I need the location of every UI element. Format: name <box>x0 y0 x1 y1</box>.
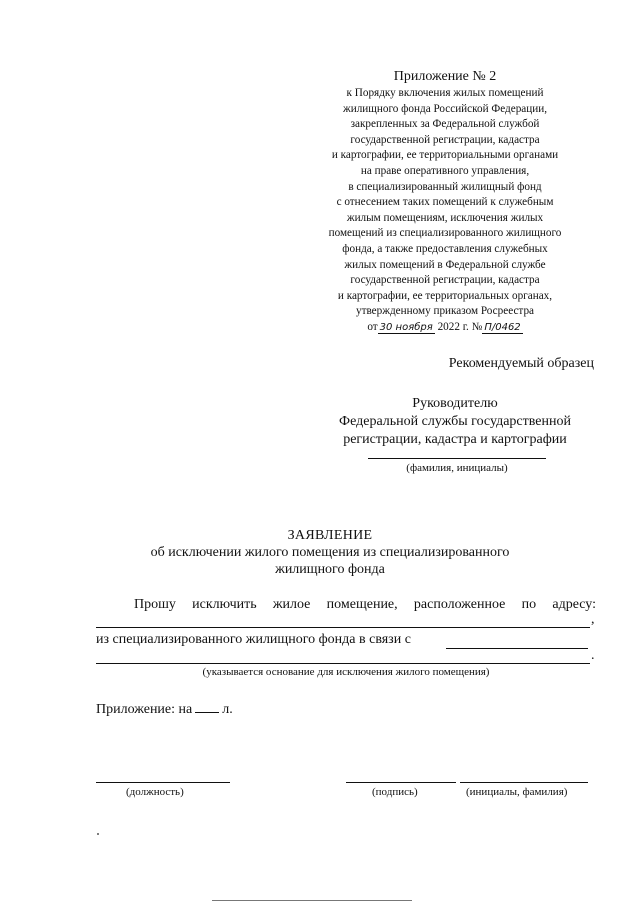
annex-date-line <box>300 320 590 336</box>
annex-line: помещений из специализированного жилищного <box>328 227 562 240</box>
addressee-line: Руководителю <box>412 396 498 411</box>
scan-speck <box>97 833 99 835</box>
annex-line: к Порядку включения жилых помещений <box>346 87 544 99</box>
request-paragraph: Прошу исключить жилое помещение, расположенное по адресу: <box>134 597 596 612</box>
name-caption: (фамилия, инициалы) <box>406 462 508 474</box>
reason-fill-line <box>96 663 590 664</box>
subtitle-line: об исключении жилого помещения из специализированного <box>150 545 510 560</box>
title-line: ЗАЯВЛЕНИЕ <box>287 528 373 543</box>
annex-line: жилищного фонда Российской Федерации, <box>342 102 548 115</box>
annex-line: на праве оперативного управления, <box>360 164 530 177</box>
year-text: 2022 г. № <box>437 320 483 333</box>
name-fill-line <box>368 458 546 459</box>
subtitle-line: жилищного фонда <box>275 562 385 577</box>
address-fill-line <box>96 627 590 628</box>
scan-edge-line <box>212 900 412 901</box>
annex-line: жилым помещениям, исключения жилых <box>346 211 544 224</box>
annex-line: государственной регистрации, кадастра <box>350 133 540 146</box>
annex-block <box>300 68 590 336</box>
date-prefix: от <box>367 320 378 333</box>
fullname-fill-line <box>460 782 588 783</box>
appendix-prefix: Приложение: на <box>96 702 193 717</box>
addressee-block <box>310 395 600 449</box>
position-caption: (должность) <box>126 786 184 798</box>
reason-caption: (указывается основание для исключения жилого помещения) <box>202 666 490 678</box>
addressee-line: Федеральной службы государственной <box>339 414 571 429</box>
document-title <box>150 527 510 578</box>
reason-fill-line-short <box>446 648 588 649</box>
handwritten-order-number: П/0462 <box>484 321 521 333</box>
reason-period: . <box>591 648 595 663</box>
signature-caption: (подпись) <box>372 786 418 798</box>
annex-line: жилых помещений в Федеральной службе <box>344 258 546 271</box>
appendix-line <box>96 700 233 718</box>
appendix-suffix: л. <box>222 702 233 717</box>
pages-fill-blank <box>195 700 219 713</box>
annex-line: и картографии, ее территориальными органами <box>331 149 559 162</box>
fullname-caption: (инициалы, фамилия) <box>466 786 568 798</box>
address-comma: , <box>591 612 595 627</box>
annex-line: с отнесением таких помещений к служебным <box>336 196 554 209</box>
annex-line: фонда, а также предоставления служебных <box>342 242 548 255</box>
annex-line: государственной регистрации, кадастра <box>350 274 540 287</box>
position-fill-line <box>96 782 230 783</box>
sample-label: Рекомендуемый образец <box>448 356 594 371</box>
exclusion-paragraph: из специализированного жилищного фонда в связи с <box>96 632 411 647</box>
addressee-line: регистрации, кадастра и картографии <box>343 432 567 447</box>
annex-line: в специализированный жилищный фонд <box>348 180 542 193</box>
annex-line: утвержденному приказом Росреестра <box>355 305 535 318</box>
annex-title: Приложение № 2 <box>393 69 497 84</box>
annex-line: и картографии, ее территориальных органах, <box>337 289 553 302</box>
handwritten-date: 30 ноября <box>379 321 433 333</box>
signature-fill-line <box>346 782 456 783</box>
annex-line: закрепленных за Федеральной службой <box>350 118 540 131</box>
